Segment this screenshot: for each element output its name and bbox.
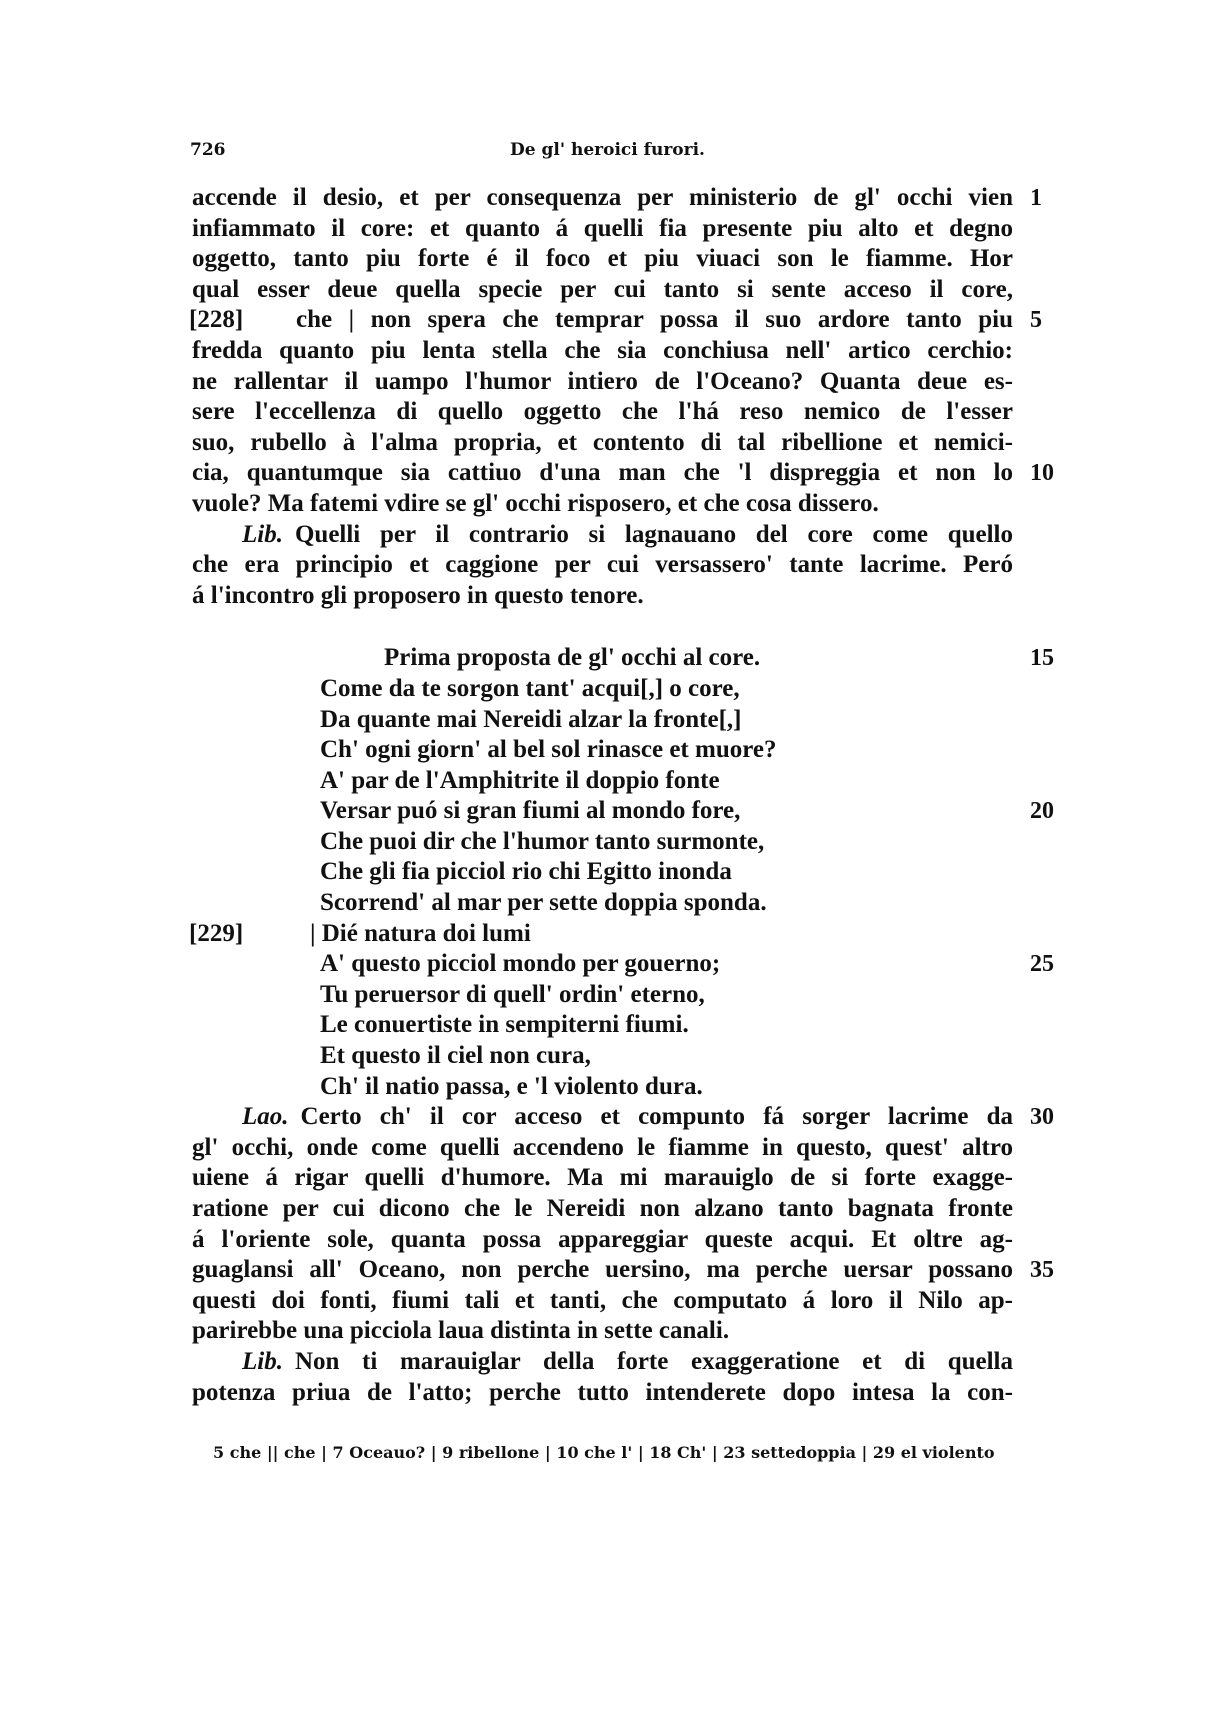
text-line: qual esser deue quella specie per cui tanto si sente acceso il core, [192,275,1013,303]
text-line: uiene á rigar quelli d'humore. Ma mi marauiglo de si forte exagge- [192,1164,1013,1192]
text-line: infiammato il core: et quanto á quelli fia presente piu alto et degno [192,214,1013,242]
line-number: 35 [1030,1257,1054,1284]
verse-line: Ch' ogni giorn' al bel sol rinasce et muore? [320,736,777,764]
verse-line: Che puoi dir che l'humor tanto surmonte, [320,827,765,855]
text-line: fredda quanto piu lenta stella che sia conchiusa nell' artico cerchio: [192,336,1013,364]
text-line: sere l'eccellenza di quello oggetto che l'há reso nemico de l'esser [192,398,1013,426]
verse-line: A' questo picciol mondo per gouerno; 25 [192,949,1013,980]
verse-line: Ch' il natio passa, e 'l violento dura. [320,1072,703,1100]
page-number: 726 [190,140,226,160]
text-line: oggetto, tanto piu forte é il foco et piu viuaci son le fiamme. Hor [192,245,1013,273]
text-line: parirebbe una picciola laua distinta in sette canali. [192,1317,730,1345]
text-line: gl' occhi, onde come quelli accendeno le fiamme in questo, quest' altro [192,1133,1013,1161]
running-title: De gl' heroici furori. [510,140,705,160]
verse-line: Come da te sorgon tant' acqui[,] o core, [320,674,740,702]
line-number: 25 [1030,951,1054,978]
line-number: 30 [1030,1104,1054,1131]
text-line: Lib. Quelli per il contrario si lagnauano del core come quello [192,520,1013,551]
line-number: 15 [1030,645,1054,672]
verse-line: Da quante mai Nereidi alzar la fronte[,] [320,705,742,733]
verse-line: Che gli fia picciol rio chi Egitto inonda [320,858,732,886]
text-line: [228] che | non spera che temprar possa il suo ardore tanto piu 5 [192,305,1013,336]
text-line: Lib. Non ti marauiglar della forte exaggeratione et di quella [192,1347,1013,1378]
line-number: 10 [1030,460,1054,487]
text-line: cia, quantumque sia cattiuo d'una man che 'l dispreggia et non lo 10 [192,458,1013,489]
text-line: suo, rubello à l'alma propria, et contento di tal ribellione et nemici- [192,428,1013,456]
text-line: guaglansi all' Oceano, non perche uersino, ma perche uersar possano 35 [192,1255,1013,1286]
text-line: questi doi fonti, fiumi tali et tanti, che computato á loro il Nilo ap- [192,1286,1013,1314]
text-line: potenza priua de l'atto; perche tutto intenderete dopo intesa la con- [192,1378,1013,1406]
verse-line: A' par de l'Amphitrite il doppio fonte [320,766,720,794]
speaker-label: Lib. [242,520,283,548]
margin-reference: [228] [189,306,244,334]
margin-reference: [229] [189,919,244,947]
text-line: ne rallentar il uampo l'humor intiero de l'Oceano? Quanta deue es- [192,367,1013,395]
apparatus-footnote: 5 che || che | 7 Oceauo? | 9 ribellone | 10 che l' | 18 Ch' | 23 settedoppia | 29 el violento [213,1443,995,1462]
line-number: 1 [1030,185,1042,211]
text-line: á l'incontro gli proposero in questo tenore. [192,581,644,609]
verse-title: Prima proposta de gl' occhi al core. 15 [192,643,1013,674]
text-line: vuole? Ma fatemi vdire se gl' occhi risposero, et che cosa dissero. [192,489,879,517]
verse-line: Le conuertiste in sempiterni fiumi. [320,1011,689,1039]
speaker-label: Lao. [242,1103,289,1131]
text-line: Lao. Certo ch' il cor acceso et compunto fá sorger lacrime da 30 [192,1102,1013,1133]
text-line: accende il desio, et per consequenza per ministerio de gl' occhi vien 1 [192,183,1013,214]
verse-line: [229] | Dié natura doi lumi [192,919,1013,950]
line-number: 20 [1030,798,1054,825]
text-line: che era principio et caggione per cui versassero' tante lacrime. Peró [192,551,1013,579]
verse-line: Tu peruersor di quell' ordin' eterno, [320,980,705,1008]
main-text [189,183,1054,1408]
text-line: ratione per cui dicono che le Nereidi non alzano tanto bagnata fronte [192,1195,1013,1222]
text-line: á l'oriente sole, quanta possa appareggiar queste acqui. Et oltre ag- [192,1225,1013,1253]
line-number: 5 [1030,307,1042,334]
speaker-label: Lib. [242,1347,283,1375]
verse-line: Scorrend' al mar per sette doppia sponda. [320,889,767,917]
verse-line: Et questo il ciel non cura, [320,1042,591,1070]
verse-line: Versar puó si gran fiumi al mondo fore, 20 [192,796,1013,827]
running-header [190,140,1025,170]
